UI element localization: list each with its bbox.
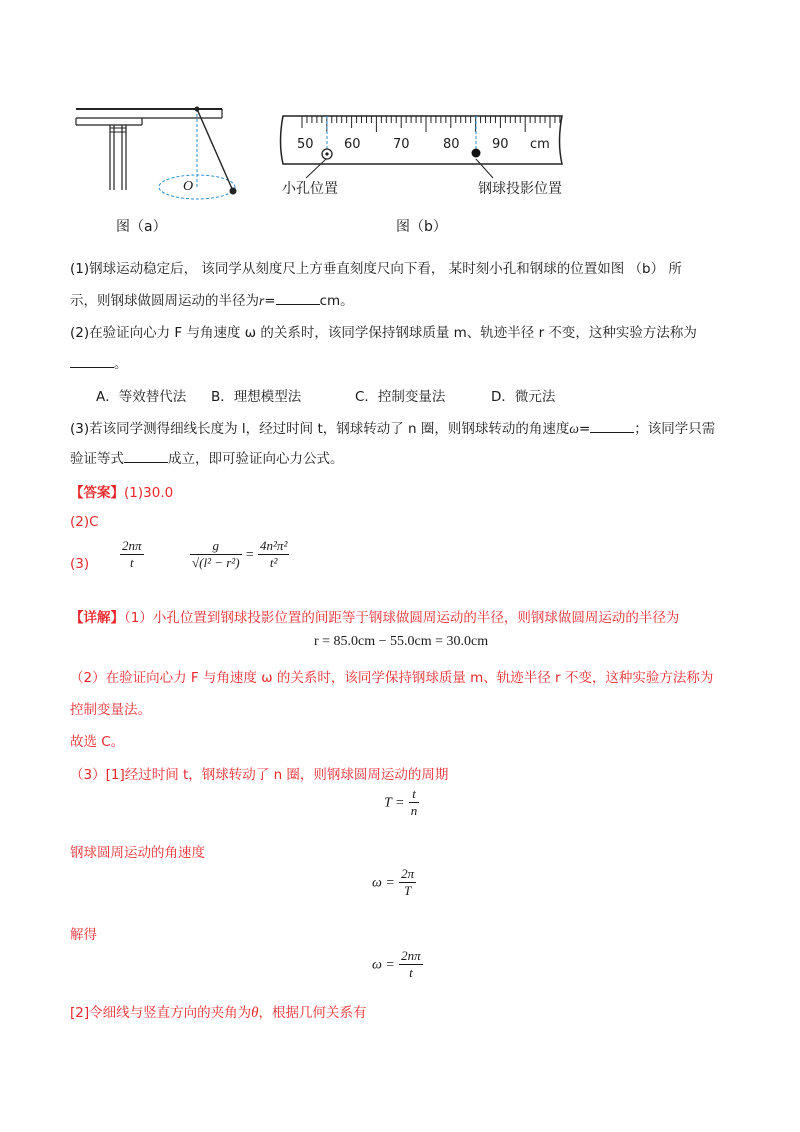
detail-p4: 钢球圆周运动的角速度 [70,845,205,861]
formula-period [384,786,419,819]
q3-line2-end: 成立，即可验证向心力公式。 [168,451,344,467]
q1-blank [276,304,320,305]
detail-p2-line1: （2）在验证向心力 F 与角速度 ω 的关系时，该同学保持钢球质量 m、轨迹半径 r 不变，这种实验方法称为 [70,670,714,686]
formula-omega-result-den: t [409,965,413,980]
detail-p1: （1）小孔位置到钢球投影位置的间距等于钢球做圆周运动的半径，则钢球做圆周运动的半径为 [124,610,680,626]
ruler-number-60: 60 [344,137,361,152]
answer-line1 [70,481,173,501]
detail-p6-end: ，根据几何关系有 [258,1005,367,1021]
q3-line2-text: 验证等式 [70,451,124,467]
answer-3-equation [190,538,289,571]
q1-equals: = [264,293,276,309]
q1-line2 [70,289,354,309]
answer-3-omega-num: 2nπ [122,538,142,553]
q3-blank-2 [124,462,168,463]
q3-line2 [70,447,344,467]
q1-line2-text: 示，则钢球做圆周运动的半径为 [70,293,259,309]
detail-p6 [70,1001,367,1022]
q2-period: 。 [114,356,128,372]
figure-a-caption: 图（a） [116,219,167,235]
detail-line1 [70,606,679,626]
formula-omega-den: T [404,883,412,898]
ruler-number-70: 70 [393,137,410,152]
answer-3-eq-right-den: t² [269,555,278,570]
q2-option-d: D．微元法 [491,389,556,405]
answer-1: (1)30.0 [124,485,174,501]
formula-period-num: t [409,786,420,803]
q3-blank-1 [590,432,634,433]
hole-label: 小孔位置 [282,181,338,197]
answer-3-eq-left-den: √(l² − r²) [192,555,240,570]
formula-omega-result-num: 2nπ [401,948,421,963]
detail-p2-line2: 控制变量法。 [70,702,151,718]
ruler-unit: cm [530,137,550,152]
ruler-number-90: 90 [492,137,509,152]
q2-option-c: C．控制变量法 [355,389,446,405]
q3-equals: = [578,421,591,437]
theta-symbol: θ [251,1005,259,1021]
figure-a-diagram [70,100,250,210]
answer-3-eq-right-num: 4n²π² [260,538,288,553]
q2-option-b: B．理想模型法 [211,389,302,405]
detail-p3: （3）[1]经过时间 t，钢球转动了 n 圈，则钢球圆周运动的周期 [70,767,449,783]
answer-2: (2)C [70,514,99,530]
q3-line1-end: ；该同学只需 [634,421,716,437]
q1-line1: (1)钢球运动稳定后， 该同学从刻度尺上方垂直刻度尺向下看， 某时刻小孔和钢球的位置如图 （b） 所 [70,261,682,277]
answer-3-label: (3) [70,556,90,572]
formula-omega-result-left: ω = [372,957,395,973]
formula-omega-result [372,948,423,981]
q3-line1 [70,417,715,437]
formula-omega [372,866,416,899]
answer-label: 【答案】 [70,485,124,501]
answer-3-eq-sign: = [245,547,254,563]
q3-line1-text: (3)若该同学测得细线长度为 l，经过时间 t，钢球转动了 n 圈，则钢球转动的角速度 [70,421,570,437]
detail-label: 【详解】 [70,610,124,626]
formula-period-left: T = [384,795,405,811]
q1-radius-var: r [259,293,265,308]
figure-b-caption: 图（b） [396,219,447,235]
point-o-label: O [183,179,194,194]
detail-p5: 解得 [70,927,97,943]
ruler-number-50: 50 [297,137,314,152]
q1-unit: cm。 [319,293,354,309]
answer-3-omega-formula [120,538,144,571]
detail-p2-line3: 故选 C。 [70,734,125,750]
answer-3-omega-den: t [129,555,134,570]
formula-period-den: n [410,803,418,818]
formula-omega-num: 2π [401,866,415,881]
formula-omega-left: ω = [372,875,395,891]
detail-p6-text: [2]令细线与竖直方向的夹角为 [70,1005,252,1021]
q2-line2 [70,352,128,372]
q2-blank [70,367,114,368]
detail-p1-formula: r = 85.0cm − 55.0cm = 30.0cm [314,634,489,649]
ball-label: 钢球投影位置 [478,181,562,197]
q2-line1: (2)在验证向心力 F 与角速度 ω 的关系时，该同学保持钢球质量 m、轨迹半径 r 不变，这种实验方法称为 [70,325,697,341]
q2-option-a: A．等效替代法 [96,389,187,405]
q3-omega-var: ω [569,421,579,436]
ruler-number-80: 80 [443,137,460,152]
answer-3-eq-left-num: g [190,538,242,555]
